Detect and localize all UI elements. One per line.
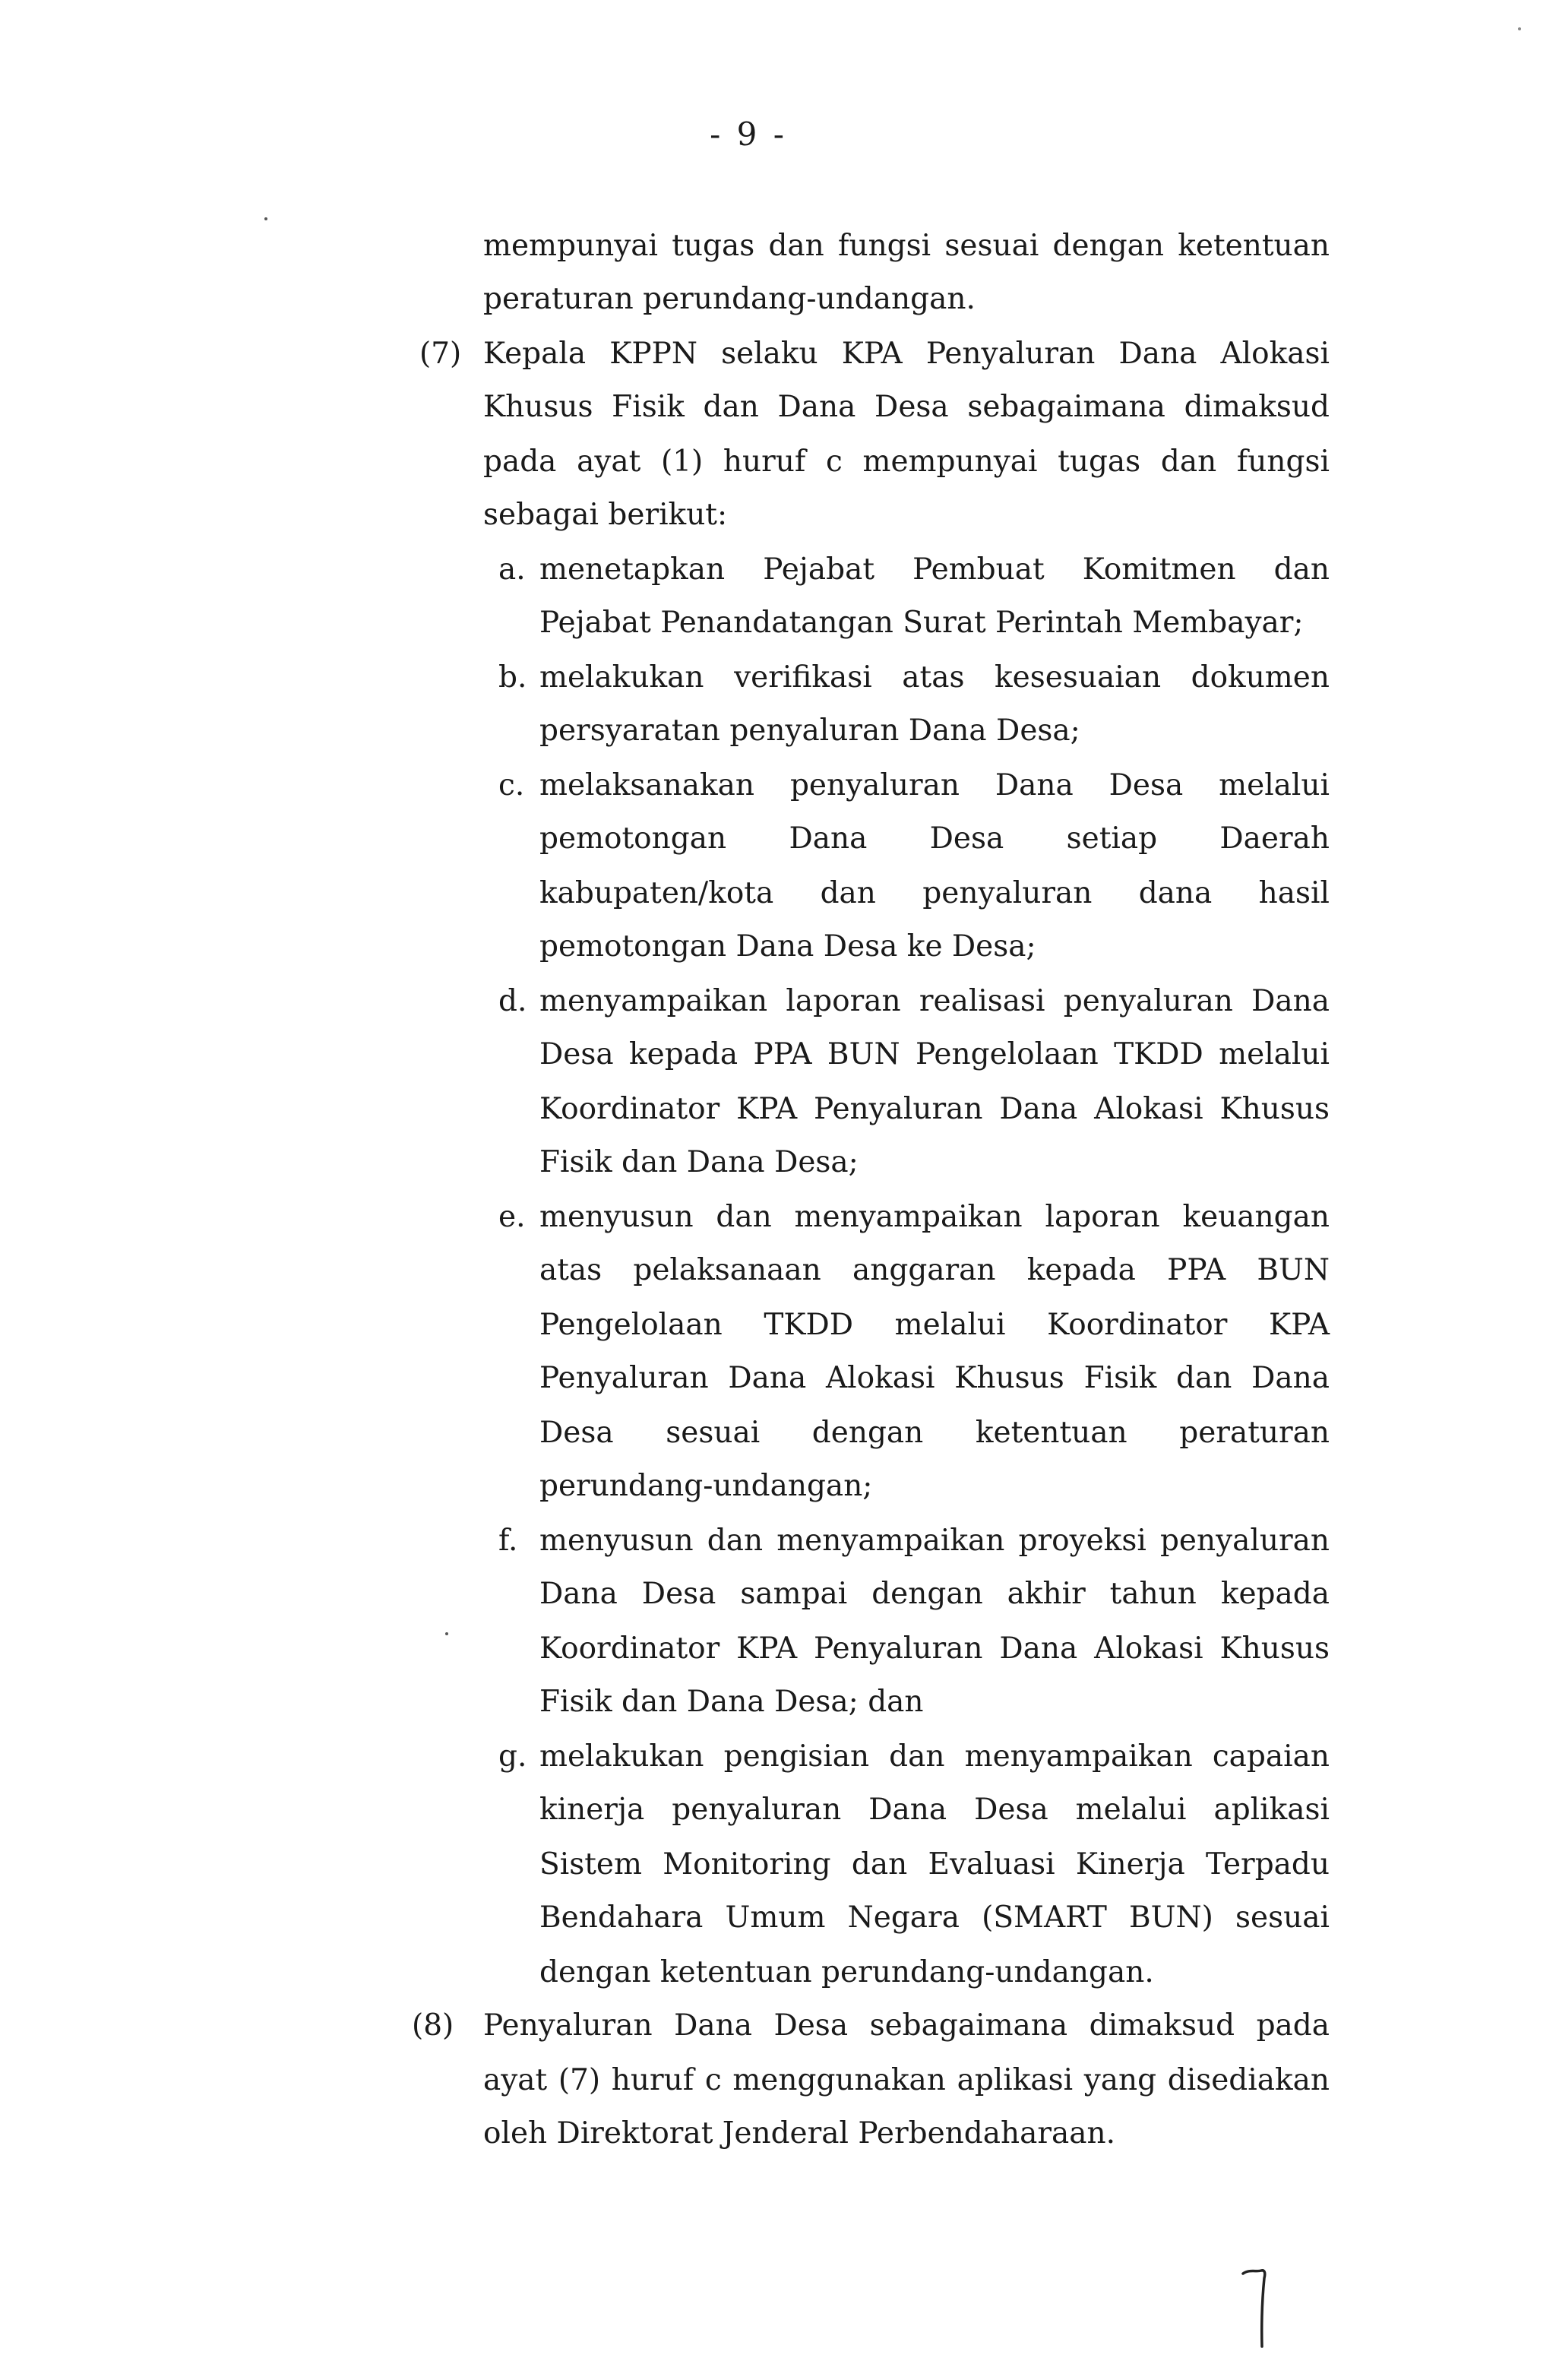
- list-item-line: pemotongan Dana Desa ke Desa;: [539, 929, 1036, 964]
- list-item-line: Desa sesuai dengan ketentuan peraturan: [539, 1416, 1330, 1450]
- paragraph-line: Kepala KPPN selaku KPA Penyaluran Dana Alokasi: [483, 337, 1330, 371]
- list-item-line: Sistem Monitoring dan Evaluasi Kinerja Terpadu: [539, 1847, 1330, 1882]
- paragraph-line: Penyaluran Dana Desa sebagaimana dimaksud pada: [483, 2008, 1330, 2043]
- paragraph-number: (7): [419, 337, 462, 371]
- list-item-line: menyampaikan laporan realisasi penyaluran Dana: [539, 984, 1330, 1018]
- page-number: - 9 -: [710, 116, 787, 153]
- continuation-line: mempunyai tugas dan fungsi sesuai dengan ketentuan: [483, 229, 1330, 263]
- list-item-line: Pejabat Penandatangan Surat Perintah Membayar;: [539, 606, 1304, 640]
- continuation-line: peraturan perundang-undangan.: [483, 282, 976, 316]
- list-item-line: persyaratan penyaluran Dana Desa;: [539, 714, 1080, 748]
- list-item-line: Bendahara Umum Negara (SMART BUN) sesuai: [539, 1901, 1330, 1935]
- paragraph-line: Khusus Fisik dan Dana Desa sebagaimana dimaksud: [483, 390, 1330, 424]
- list-item-line: kinerja penyaluran Dana Desa melalui aplikasi: [539, 1793, 1330, 1827]
- scan-speck: [264, 217, 267, 220]
- list-item-letter: b.: [498, 660, 527, 695]
- paragraph-line: sebagai berikut:: [483, 498, 728, 532]
- list-item-line: Pengelolaan TKDD melalui Koordinator KPA: [539, 1308, 1330, 1342]
- list-item-letter: g.: [498, 1739, 527, 1774]
- list-item-line: menetapkan Pejabat Pembuat Komitmen dan: [539, 552, 1330, 587]
- list-item-line: Fisik dan Dana Desa;: [539, 1145, 859, 1179]
- list-item-letter: d.: [498, 984, 527, 1018]
- list-item-line: melakukan verifikasi atas kesesuaian dokumen: [539, 660, 1330, 695]
- scan-speck: [445, 1632, 448, 1635]
- list-item-line: kabupaten/kota dan penyaluran dana hasil: [539, 876, 1330, 910]
- paragraph-line: ayat (7) huruf c menggunakan aplikasi yang disediakan: [483, 2063, 1330, 2097]
- paragraph-line: pada ayat (1) huruf c mempunyai tugas dan fungsi: [483, 445, 1330, 479]
- handwritten-initial-mark: [1238, 2263, 1284, 2354]
- paragraph-number: (8): [412, 2008, 454, 2043]
- list-item-line: Fisik dan Dana Desa; dan: [539, 1685, 924, 1719]
- list-item-letter: e.: [498, 1200, 526, 1234]
- list-item-line: perundang-undangan;: [539, 1469, 873, 1503]
- list-item-line: Dana Desa sampai dengan akhir tahun kepada: [539, 1577, 1330, 1611]
- list-item-line: atas pelaksanaan anggaran kepada PPA BUN: [539, 1253, 1330, 1287]
- scan-speck: [1518, 27, 1521, 30]
- list-item-line: pemotongan Dana Desa setiap Daerah: [539, 821, 1330, 856]
- list-item-line: Koordinator KPA Penyaluran Dana Alokasi Khusus: [539, 1092, 1330, 1126]
- list-item-line: melakukan pengisian dan menyampaikan capaian: [539, 1739, 1330, 1774]
- list-item-line: menyusun dan menyampaikan laporan keuangan: [539, 1200, 1330, 1234]
- list-item-line: dengan ketentuan perundang-undangan.: [539, 1955, 1154, 1989]
- list-item-line: Desa kepada PPA BUN Pengelolaan TKDD melalui: [539, 1037, 1330, 1071]
- list-item-line: menyusun dan menyampaikan proyeksi penyaluran: [539, 1524, 1330, 1558]
- list-item-letter: f.: [498, 1524, 518, 1558]
- list-item-line: melaksanakan penyaluran Dana Desa melalui: [539, 768, 1330, 802]
- list-item-letter: c.: [498, 768, 525, 802]
- paragraph-line: oleh Direktorat Jenderal Perbendaharaan.: [483, 2116, 1116, 2151]
- list-item-letter: a.: [498, 552, 526, 587]
- list-item-line: Koordinator KPA Penyaluran Dana Alokasi Khusus: [539, 1632, 1330, 1666]
- list-item-line: Penyaluran Dana Alokasi Khusus Fisik dan Dana: [539, 1361, 1330, 1395]
